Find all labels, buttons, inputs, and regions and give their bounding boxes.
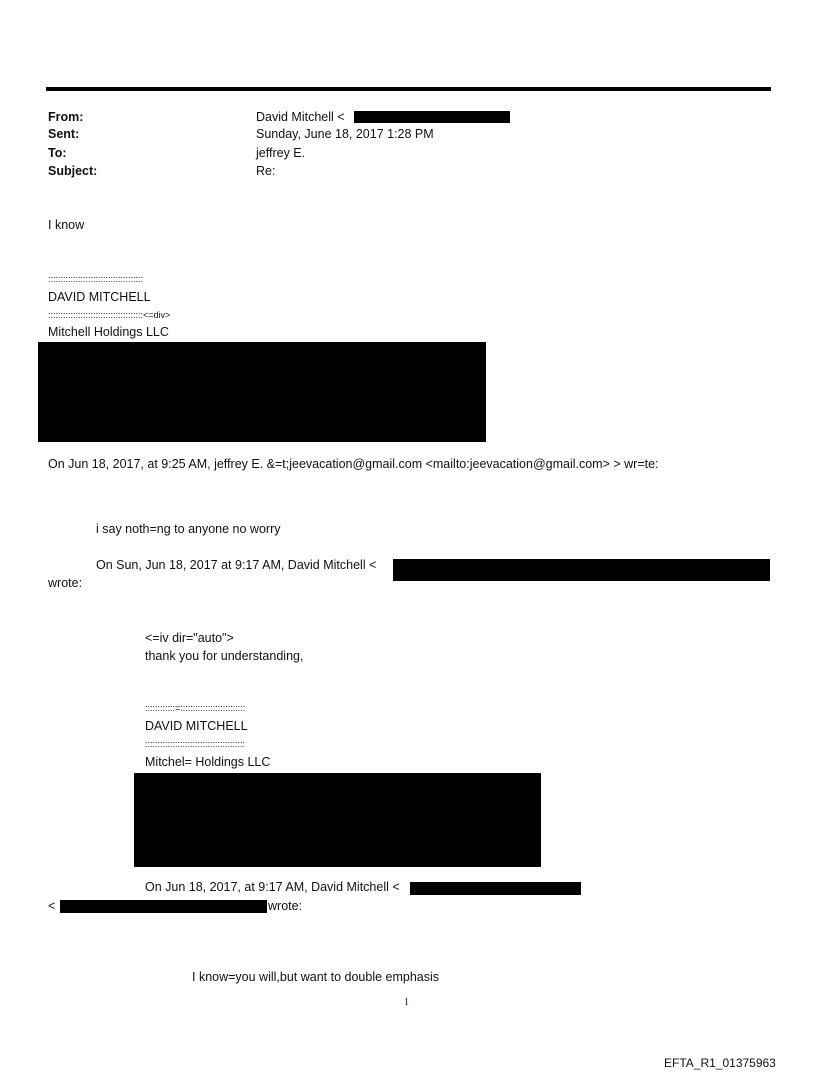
redaction-quote3-email: [410, 882, 581, 895]
quote-text-2-line2: thank you for understanding,: [145, 649, 304, 663]
header-rule: [46, 87, 771, 91]
page-number: 1: [404, 997, 409, 1008]
signature2-name: DAVID MITCHELL: [145, 719, 248, 733]
redaction-signature-block: [38, 342, 486, 442]
document-id: EFTA_R1_01375963: [664, 1056, 776, 1070]
quote-header-3-open: <: [48, 899, 56, 913]
signature-company: Mitchell Holdings LLC: [48, 325, 169, 339]
signature2-separator-bottom: ::::::::::::::::::::::::::::::::::::::::: [145, 739, 246, 749]
signature-separator-bottom: ::::::::::::::::::::::::::::::::::::::<=div>: [48, 310, 171, 320]
to-label: To:: [48, 146, 67, 160]
quote-header-2: On Sun, Jun 18, 2017 at 9:17 AM, David Mitchell <: [96, 558, 377, 572]
from-value: David Mitchell <: [256, 110, 345, 124]
redaction-from-email: [354, 111, 510, 123]
redaction-quote2-email: [393, 559, 770, 581]
signature-name: DAVID MITCHELL: [48, 290, 151, 304]
signature-separator-top: ::::::::::::::::::::::::::::::::::::::: [48, 274, 144, 284]
to-value: jeffrey E.: [256, 146, 306, 160]
signature2-separator-top: ::::::::::::=::::::::::::::::::::::::::: [145, 703, 246, 713]
sent-label: Sent:: [48, 127, 80, 141]
signature2-company: Mitchel= Holdings LLC: [145, 755, 271, 769]
quote-header-3: On Jun 18, 2017, at 9:17 AM, David Mitchell <: [145, 880, 400, 894]
subject-label: Subject:: [48, 164, 98, 178]
from-label: From:: [48, 110, 84, 124]
quote-header-3-wrote: wrote:: [268, 899, 303, 913]
quote-header-1: On Jun 18, 2017, at 9:25 AM, jeffrey E. &=t;jeevacation@gmail.com <mailto:jeevacation@gmail.com> > wr=te:: [48, 457, 659, 471]
reply-text: I know: [48, 218, 85, 232]
quote-text-1: i say noth=ng to anyone no worry: [96, 522, 281, 536]
quote-text-2-line1: <=iv dir="auto">: [145, 631, 234, 645]
redaction-signature2-block: [134, 773, 541, 867]
quote-text-3: I know=you will,but want to double emphasis: [192, 970, 440, 984]
subject-value: Re:: [256, 164, 276, 178]
quote-header-2-wrote: wrote:: [48, 576, 83, 590]
sent-value: Sunday, June 18, 2017 1:28 PM: [256, 127, 434, 141]
redaction-quote3-mailto: [60, 900, 267, 913]
